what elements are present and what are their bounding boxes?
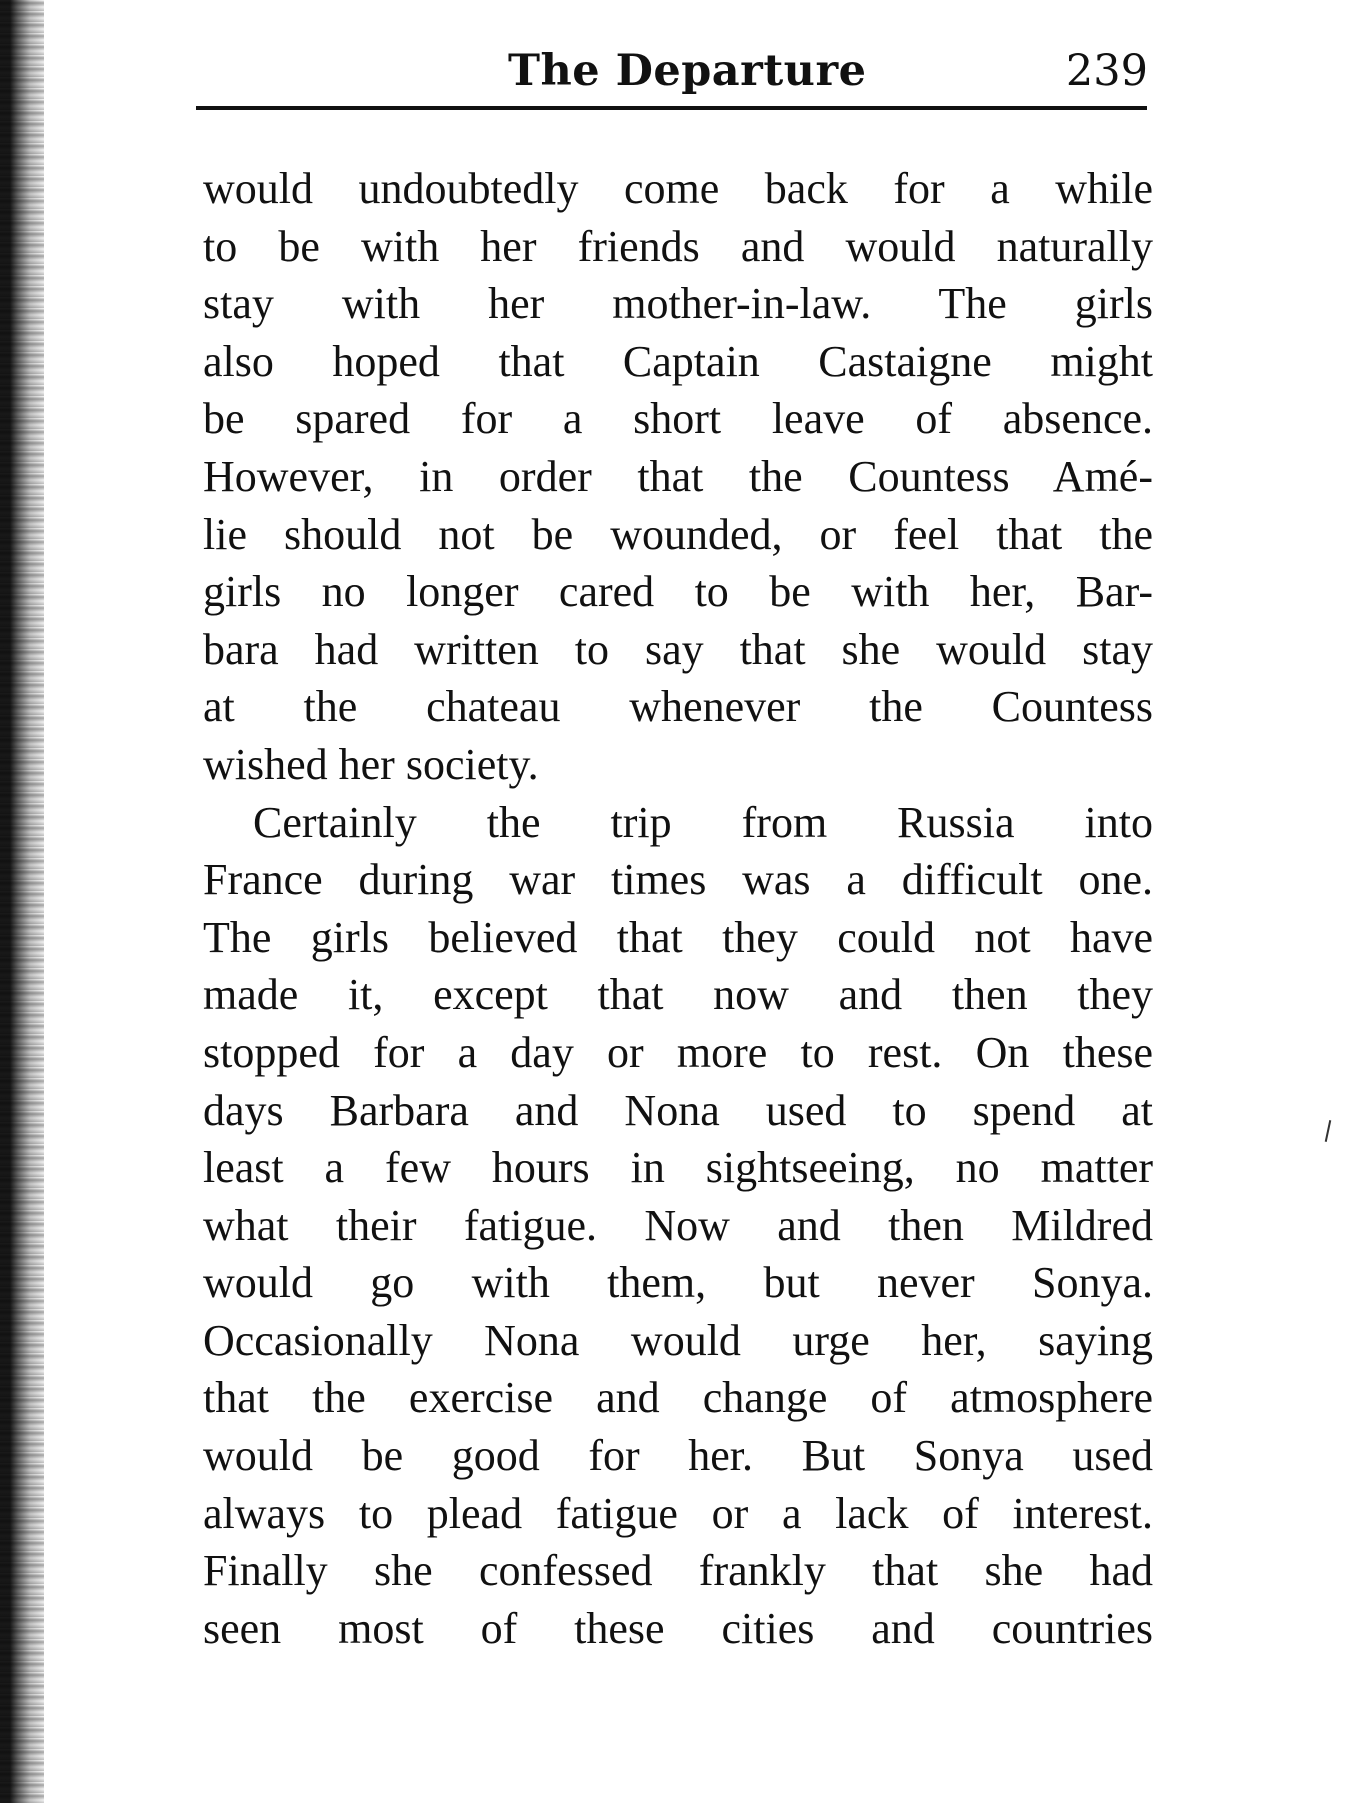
text-line: at the chateau whenever the Countess bbox=[203, 682, 1153, 732]
text-line: made it, except that now and then they bbox=[203, 970, 1153, 1020]
text-line: would be good for her. But Sonya used bbox=[203, 1431, 1153, 1481]
text-line: would undoubtedly come back for a while bbox=[203, 164, 1153, 213]
body-text bbox=[203, 160, 1153, 1657]
header-rule bbox=[196, 106, 1147, 110]
text-line: France during war times was a difficult one. bbox=[203, 855, 1153, 905]
text-line: be spared for a short leave of absence. bbox=[203, 394, 1153, 444]
text-line: The girls believed that they could not have bbox=[203, 912, 1153, 962]
text-line: would go with them, but never Sonya. bbox=[203, 1258, 1153, 1308]
text-line: days Barbara and Nona used to spend at bbox=[203, 1085, 1153, 1135]
running-header bbox=[198, 44, 1148, 106]
text-line: bara had written to say that she would stay bbox=[203, 624, 1153, 674]
text-line: girls no longer cared to be with her, Bar- bbox=[203, 567, 1153, 617]
text-line: that the exercise and change of atmosphere bbox=[203, 1373, 1153, 1423]
running-title: The Departure bbox=[508, 46, 867, 96]
text-line: lie should not be wounded, or feel that the bbox=[203, 509, 1153, 559]
text-line: However, in order that the Countess Amé- bbox=[203, 451, 1153, 501]
paragraph-end-line: wished her society. bbox=[203, 739, 539, 789]
page-number: 239 bbox=[1065, 46, 1148, 96]
text-line: to be with her friends and would naturally bbox=[203, 221, 1153, 271]
pen-mark bbox=[1325, 1120, 1332, 1142]
text-line: always to plead fatigue or a lack of interest. bbox=[203, 1488, 1153, 1538]
text-line: Finally she confessed frankly that she had bbox=[203, 1546, 1153, 1596]
text-line: what their fatigue. Now and then Mildred bbox=[203, 1200, 1153, 1250]
text-line: stopped for a day or more to rest. On these bbox=[203, 1027, 1153, 1077]
text-line: Occasionally Nona would urge her, saying bbox=[203, 1315, 1153, 1365]
paragraph-start-line: Certainly the trip from Russia into bbox=[253, 797, 1153, 847]
text-line: least a few hours in sightseeing, no matter bbox=[203, 1143, 1153, 1193]
text-line: seen most of these cities and countries bbox=[203, 1603, 1153, 1653]
text-line: also hoped that Captain Castaigne might bbox=[203, 336, 1153, 386]
text-line: stay with her mother-in-law. The girls bbox=[203, 279, 1153, 329]
scanned-page-edge bbox=[0, 0, 44, 1803]
